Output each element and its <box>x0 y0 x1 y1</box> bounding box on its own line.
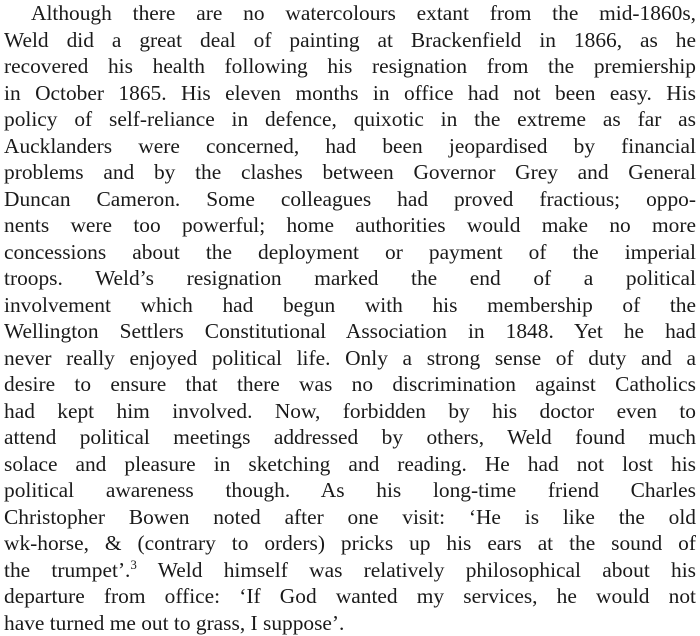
line-text-after-footnote: Weld himself was relatively philosophical about his <box>137 558 696 582</box>
body-paragraph <box>4 0 696 636</box>
text-line: Aucklanders were concerned, had been jeopardised by financial <box>4 133 696 160</box>
text-line: policy of self-reliance in defence, quixotic in the extreme as far as <box>4 106 696 133</box>
text-line: Wellington Settlers Constitutional Association in 1848. Yet he had <box>4 318 696 345</box>
text-line: in October 1865. His eleven months in office had not been easy. His <box>4 80 696 107</box>
text-line: Christopher Bowen noted after one visit: ‘He is like the old <box>4 504 696 531</box>
text-line-with-footnote <box>4 557 696 584</box>
text-line-last: have turned me out to grass, I suppose’. <box>4 610 696 636</box>
text-line: attend political meetings addressed by others, Weld found much <box>4 424 696 451</box>
text-line: departure from office: ‘If God wanted my services, he would not <box>4 583 696 610</box>
text-line: Although there are no watercolours extant from the mid-1860s, <box>4 0 696 27</box>
text-line: problems and by the clashes between Governor Grey and General <box>4 159 696 186</box>
line-text-before-footnote: the trumpet’. <box>4 558 130 582</box>
text-line: political awareness though. As his long-time friend Charles <box>4 477 696 504</box>
text-line: never really enjoyed political life. Only a strong sense of duty and a <box>4 345 696 372</box>
footnote-marker: 3 <box>130 557 137 572</box>
text-line: nents were too powerful; home authorities would make no more <box>4 212 696 239</box>
text-line: desire to ensure that there was no discrimination against Catholics <box>4 371 696 398</box>
text-line: solace and pleasure in sketching and reading. He had not lost his <box>4 451 696 478</box>
text-line: involvement which had begun with his membership of the <box>4 292 696 319</box>
text-line: concessions about the deployment or payment of the imperial <box>4 239 696 266</box>
text-line: Weld did a great deal of painting at Brackenfield in 1866, as he <box>4 27 696 54</box>
text-line: recovered his health following his resignation from the premiership <box>4 53 696 80</box>
text-line: had kept him involved. Now, forbidden by his doctor even to <box>4 398 696 425</box>
text-line: Duncan Cameron. Some colleagues had proved fractious; oppo- <box>4 186 696 213</box>
text-line: wk-horse, & (contrary to orders) pricks up his ears at the sound of <box>4 530 696 557</box>
text-line: troops. Weld’s resignation marked the end of a political <box>4 265 696 292</box>
